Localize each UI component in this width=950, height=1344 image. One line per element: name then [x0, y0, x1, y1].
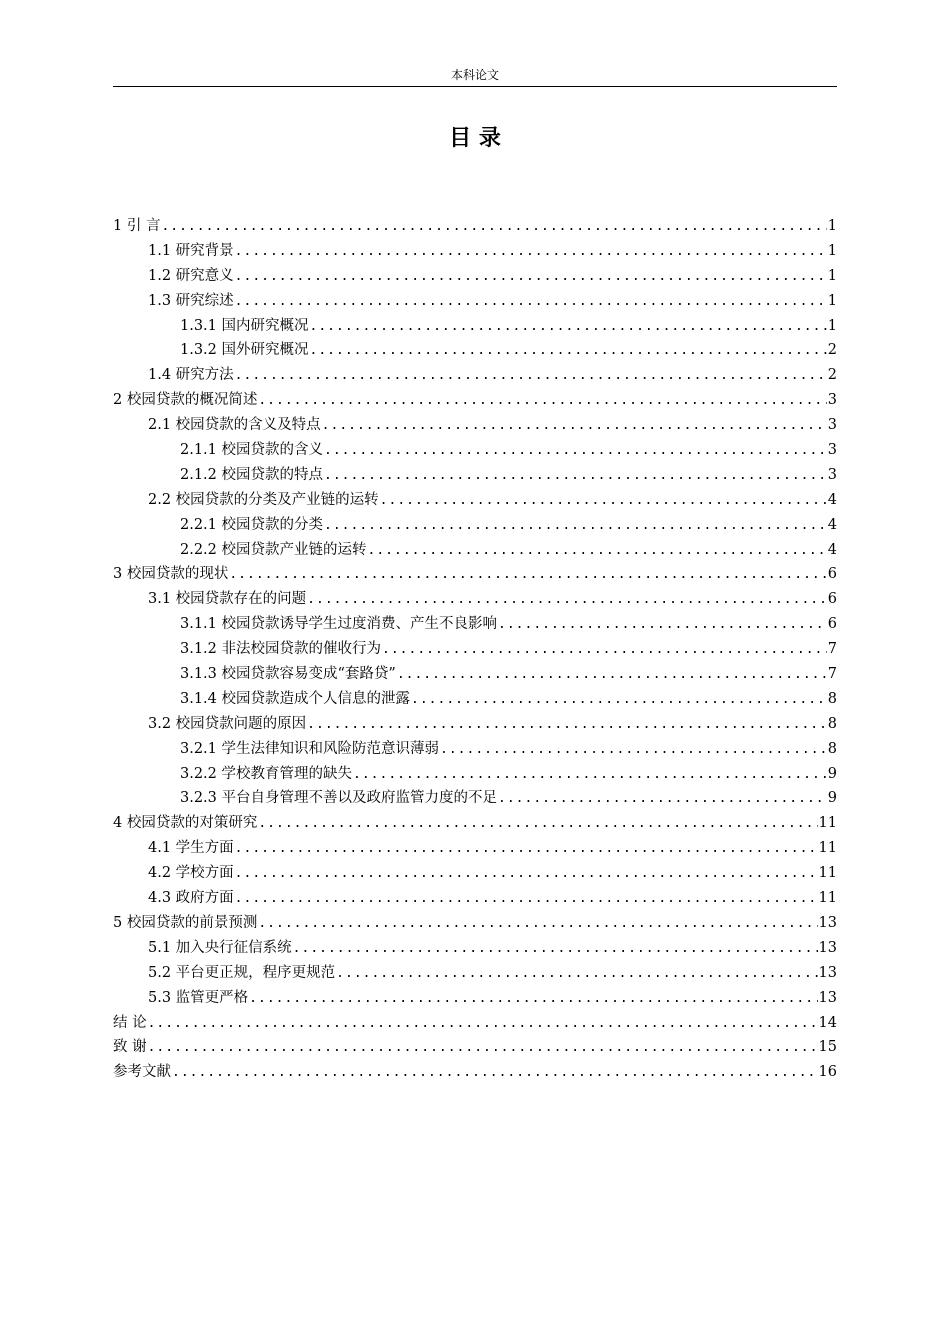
toc-entry-page-number: 16: [818, 1064, 837, 1081]
toc-entry[interactable]: [113, 363, 837, 388]
toc-entry-page-number: 6: [827, 591, 837, 608]
toc-dot-leader: [229, 563, 826, 588]
toc-dot-leader: [258, 389, 826, 414]
toc-dot-leader: [324, 439, 827, 464]
toc-dot-leader: [249, 987, 817, 1012]
toc-entry-label: 3.2 校园贷款问题的原因: [148, 715, 307, 732]
toc-entry[interactable]: [113, 861, 837, 886]
toc-entry[interactable]: [113, 961, 837, 986]
toc-entry[interactable]: [113, 562, 837, 587]
toc-entry-page-number: 11: [818, 815, 837, 832]
toc-dot-leader: [498, 787, 827, 812]
toc-entry-label: 5.1 加入央行征信系统: [148, 939, 292, 956]
toc-entry-page-number: 13: [818, 989, 837, 1006]
toc-entry-page-number: 11: [818, 840, 837, 857]
toc-entry[interactable]: [113, 886, 837, 911]
toc-dot-leader: [235, 887, 818, 912]
toc-entry-page-number: 13: [818, 914, 837, 931]
toc-entry[interactable]: [113, 786, 837, 811]
toc-dot-leader: [440, 738, 827, 763]
toc-entry[interactable]: [113, 538, 837, 563]
toc-entry-label: 2.1.1 校园贷款的含义: [180, 442, 324, 459]
toc-entry[interactable]: [113, 488, 837, 513]
toc-entry-label: 1.3.2 国外研究概况: [180, 342, 309, 359]
toc-entry-label: 2.1.2 校园贷款的特点: [180, 466, 324, 483]
table-of-contents: [113, 214, 837, 1085]
toc-entry[interactable]: [113, 836, 837, 861]
toc-entry[interactable]: [113, 1011, 837, 1036]
toc-entry-page-number: 13: [818, 939, 837, 956]
toc-dot-leader: [235, 240, 827, 265]
toc-entry-label: 3.1.2 非法校园贷款的催收行为: [180, 641, 382, 658]
toc-dot-leader: [235, 364, 827, 389]
toc-entry[interactable]: [113, 314, 837, 339]
toc-dot-leader: [397, 663, 827, 688]
toc-entry[interactable]: [113, 1060, 837, 1085]
toc-entry[interactable]: [113, 513, 837, 538]
toc-entry-label: 4.2 学校方面: [148, 865, 234, 882]
toc-entry[interactable]: [113, 587, 837, 612]
toc-dot-leader: [235, 837, 818, 862]
toc-entry[interactable]: [113, 463, 837, 488]
toc-entry-label: 5.3 监管更严格: [148, 989, 249, 1006]
toc-entry-label: 1.3 研究综述: [148, 292, 234, 309]
toc-entry-label: 3.1.4 校园贷款造成个人信息的泄露: [180, 690, 411, 707]
toc-entry-label: 结 论: [113, 1014, 147, 1031]
toc-entry[interactable]: [113, 338, 837, 363]
toc-dot-leader: [498, 613, 827, 638]
toc-entry-label: 4.3 政府方面: [148, 890, 234, 907]
toc-entry[interactable]: [113, 289, 837, 314]
toc-entry-label: 3.1.3 校园贷款容易变成“套路贷”: [180, 666, 396, 683]
toc-entry-label: 3.2.3 平台自身管理不善以及政府监管力度的不足: [180, 790, 498, 807]
toc-entry[interactable]: [113, 811, 837, 836]
toc-entry-label: 3.2.2 学校教育管理的缺失: [180, 765, 353, 782]
toc-entry-label: 2.2.1 校园贷款的分类: [180, 516, 324, 533]
toc-entry[interactable]: [113, 214, 837, 239]
toc-entry[interactable]: [113, 413, 837, 438]
toc-dot-leader: [235, 862, 818, 887]
toc-entry-label: 4 校园贷款的对策研究: [113, 815, 258, 832]
toc-entry-page-number: 1: [827, 317, 837, 334]
header-text: 本科论文: [450, 68, 499, 82]
toc-entry-page-number: 1: [827, 267, 837, 284]
toc-dot-leader: [235, 290, 827, 315]
toc-entry-page-number: 3: [827, 417, 837, 434]
toc-entry-page-number: 1: [827, 218, 837, 234]
toc-dot-leader: [258, 912, 817, 937]
toc-entry-label: 1.4 研究方法: [148, 367, 234, 384]
toc-entry[interactable]: [113, 239, 837, 264]
toc-entry-page-number: 8: [827, 690, 837, 707]
toc-entry-page-number: 11: [818, 890, 837, 907]
toc-dot-leader: [336, 962, 817, 987]
toc-entry-page-number: 1: [827, 242, 837, 259]
toc-entry[interactable]: [113, 637, 837, 662]
toc-dot-leader: [368, 539, 827, 564]
toc-entry-page-number: 4: [827, 516, 837, 533]
toc-dot-leader: [382, 638, 827, 663]
toc-dot-leader: [235, 265, 827, 290]
toc-entry-label: 2 校园贷款的概况简述: [113, 392, 258, 409]
toc-dot-leader: [310, 315, 827, 340]
toc-entry-label: 1.3.1 国内研究概况: [180, 317, 309, 334]
toc-dot-leader: [324, 514, 827, 539]
toc-entry-page-number: 2: [827, 342, 837, 359]
toc-entry-page-number: 4: [827, 541, 837, 558]
toc-dot-leader: [172, 1061, 818, 1086]
toc-entry-page-number: 6: [827, 616, 837, 633]
page-header: [113, 66, 837, 87]
toc-entry[interactable]: [113, 762, 837, 787]
toc-dot-leader: [322, 414, 827, 439]
toc-entry-page-number: 3: [827, 442, 837, 459]
toc-dot-leader: [161, 215, 826, 240]
toc-dot-leader: [148, 1036, 818, 1061]
toc-entry-label: 2.1 校园贷款的含义及特点: [148, 417, 321, 434]
toc-entry-page-number: 3: [827, 392, 837, 409]
toc-entry-label: 1 引 言: [113, 218, 161, 234]
toc-entry[interactable]: [113, 712, 837, 737]
toc-entry-page-number: 9: [827, 790, 837, 807]
toc-entry[interactable]: [113, 911, 837, 936]
toc-entry-label: 参考文献: [113, 1064, 171, 1081]
toc-entry-page-number: 8: [827, 715, 837, 732]
toc-entry-label: 4.1 学生方面: [148, 840, 234, 857]
toc-dot-leader: [258, 812, 817, 837]
toc-dot-leader: [324, 464, 827, 489]
page-title: 目 录: [449, 126, 501, 151]
toc-entry-label: 3.2.1 学生法律知识和风险防范意识薄弱: [180, 740, 440, 757]
toc-entry-page-number: 4: [827, 491, 837, 508]
toc-entry-label: 致 谢: [113, 1039, 147, 1056]
toc-entry-page-number: 11: [818, 865, 837, 882]
toc-entry-page-number: 13: [818, 964, 837, 981]
toc-entry-label: 3.1.1 校园贷款诱导学生过度消费、产生不良影响: [180, 616, 498, 633]
toc-entry-page-number: 3: [827, 466, 837, 483]
toc-entry-page-number: 9: [827, 765, 837, 782]
toc-entry-page-number: 1: [827, 292, 837, 309]
toc-entry-page-number: 14: [818, 1014, 837, 1031]
toc-entry-label: 3 校园贷款的现状: [113, 566, 229, 583]
toc-dot-leader: [380, 489, 827, 514]
toc-entry-label: 5.2 平台更正规，程序更规范: [148, 964, 336, 981]
toc-entry[interactable]: [113, 737, 837, 762]
toc-dot-leader: [310, 339, 827, 364]
toc-entry[interactable]: [113, 1035, 837, 1060]
toc-dot-leader: [307, 713, 827, 738]
toc-entry-label: 1.2 研究意义: [148, 267, 234, 284]
toc-entry[interactable]: [113, 388, 837, 413]
toc-entry-page-number: 7: [827, 666, 837, 683]
toc-entry[interactable]: [113, 986, 837, 1011]
toc-dot-leader: [353, 763, 827, 788]
toc-entry-page-number: 8: [827, 740, 837, 757]
toc-entry-label: 2.2.2 校园贷款产业链的运转: [180, 541, 367, 558]
toc-entry-page-number: 15: [818, 1039, 837, 1056]
toc-entry[interactable]: [113, 687, 837, 712]
toc-entry-label: 3.1 校园贷款存在的问题: [148, 591, 307, 608]
toc-entry[interactable]: [113, 936, 837, 961]
toc-entry-page-number: 7: [827, 641, 837, 658]
toc-entry-label: 5 校园贷款的前景预测: [113, 914, 258, 931]
toc-dot-leader: [293, 937, 818, 962]
toc-entry-label: 2.2 校园贷款的分类及产业链的运转: [148, 491, 379, 508]
toc-entry[interactable]: [113, 264, 837, 289]
toc-entry[interactable]: [113, 438, 837, 463]
toc-entry-label: 1.1 研究背景: [148, 242, 234, 259]
toc-dot-leader: [307, 588, 827, 613]
toc-dot-leader: [148, 1012, 818, 1037]
toc-entry-page-number: 6: [827, 566, 837, 583]
toc-entry[interactable]: [113, 612, 837, 637]
toc-dot-leader: [411, 688, 827, 713]
toc-entry-page-number: 2: [827, 367, 837, 384]
toc-entry[interactable]: [113, 662, 837, 687]
